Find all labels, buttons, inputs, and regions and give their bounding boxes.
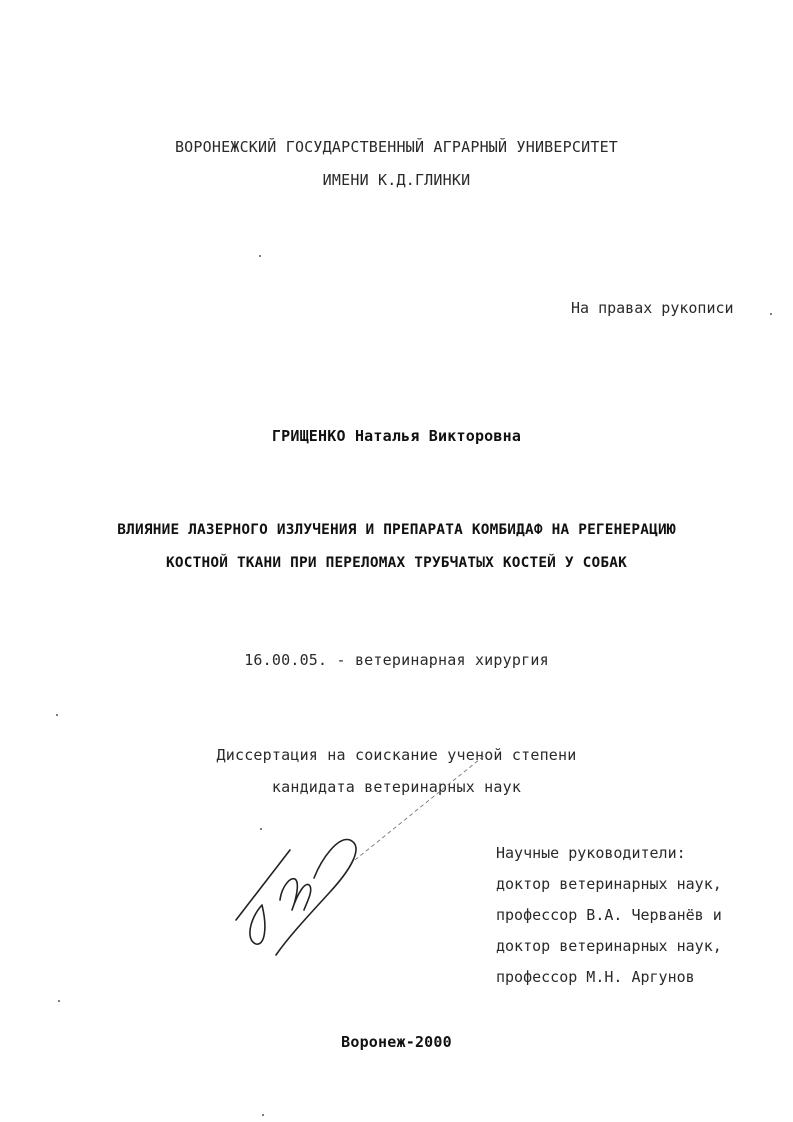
supervisor-line: доктор ветеринарных наук, — [496, 875, 722, 893]
supervisors-heading: Научные руководители: — [496, 844, 686, 862]
rights-note: На правах рукописи — [571, 299, 734, 317]
supervisor-line: доктор ветеринарных наук, — [496, 937, 722, 955]
dissertation-degree-line1: Диссертация на соискание ученой степени — [216, 746, 577, 764]
scan-speck — [262, 1114, 264, 1116]
author-name: ГРИЩЕНКО Наталья Викторовна — [271, 427, 522, 445]
university-dedication: ИМЕНИ К.Д.ГЛИНКИ — [322, 171, 471, 189]
scan-speck — [56, 714, 58, 716]
scan-speck — [58, 1000, 60, 1002]
specialty-code: 16.00.05. - ветеринарная хирургия — [244, 651, 549, 669]
supervisor-line: профессор М.Н. Аргунов — [496, 968, 695, 986]
scan-speck — [260, 828, 262, 830]
university-name: ВОРОНЕЖСКИЙ ГОСУДАРСТВЕННЫЙ АГРАРНЫЙ УНИВЕРСИТЕТ — [174, 138, 619, 156]
scan-speck — [770, 313, 772, 315]
dissertation-degree-line2: кандидата ветеринарных наук — [271, 778, 522, 796]
supervisor-line: профессор В.А. Черванёв и — [496, 906, 722, 924]
scan-speck — [259, 255, 261, 257]
city-year: Воронеж-2000 — [341, 1033, 452, 1051]
thesis-title-line1: ВЛИЯНИЕ ЛАЗЕРНОГО ИЗЛУЧЕНИЯ И ПРЕПАРАТА КОМБИДАФ НА РЕГЕНЕРАЦИЮ — [117, 522, 676, 538]
thesis-title-line2: КОСТНОЙ ТКАНИ ПРИ ПЕРЕЛОМАХ ТРУБЧАТЫХ КОСТЕЙ У СОБАК — [166, 555, 627, 571]
